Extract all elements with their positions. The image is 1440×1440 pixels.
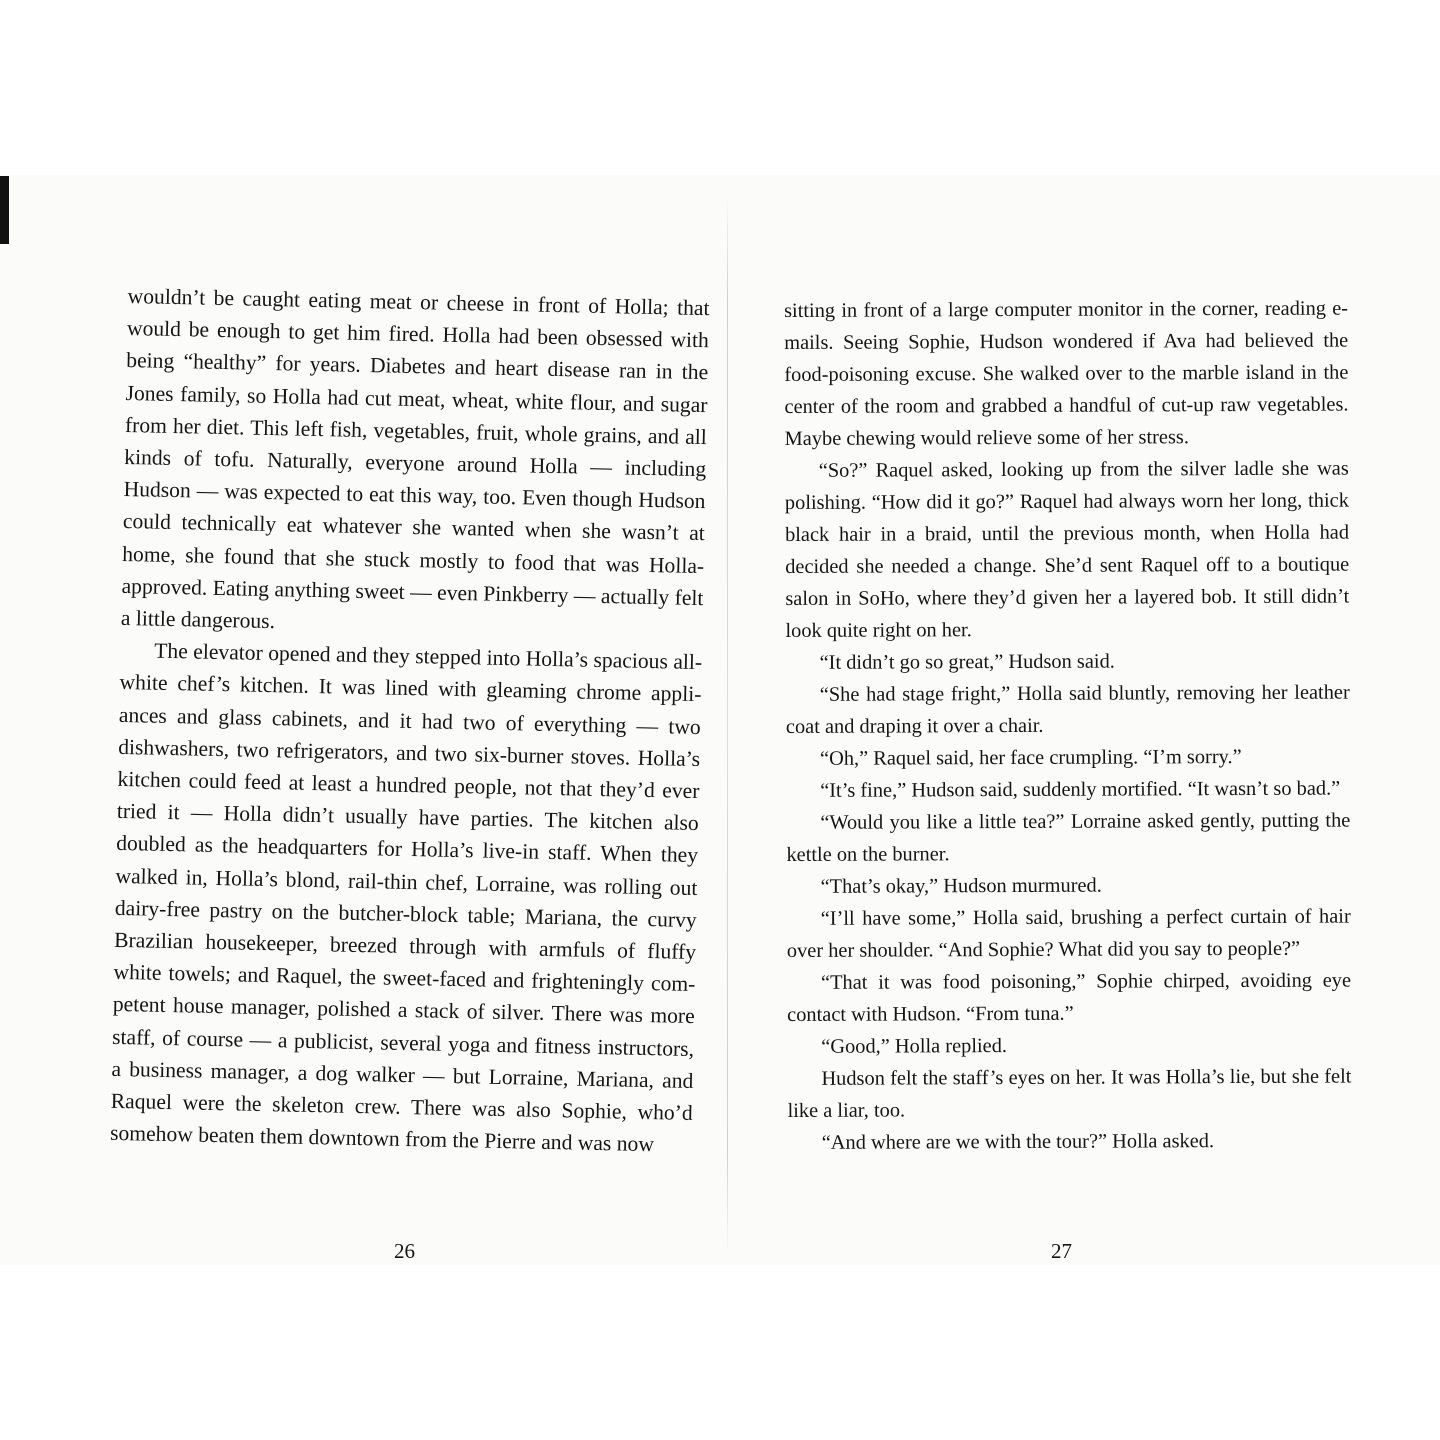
right-page	[784, 293, 1352, 1159]
page-number-left: 26	[394, 1239, 415, 1263]
right-paragraph-11: “Good,” Holla replied.	[821, 1035, 1008, 1058]
right-paragraph-2: “So?” Raquel asked, looking up from the silver ladle she was polishing. “How did it go?” Raquel had always worn her long, thick black hair in a braid, until the previous month, when Holla had decided she needed a change. She’d sent Raquel off to a boutique salon in SoHo, where they’d given her a layered bob. It still didn’t look quite right on her.	[784, 457, 1350, 642]
right-paragraph-5: “Oh,” Raquel said, her face crumpling. “I’m sorry.”	[819, 746, 1242, 770]
left-paragraph-2: The elevator opened and they stepped into Holla’s spacious all-white chef’s kitchen. It was lined with gleaming chrome appliances and glass cabinets, and it had two of everything — two dishwashers, two refrigerators, and two six-burner stoves. Holla’s kitchen could feed at least a hundred people, not that they’d ever tried it — Holla didn’t usually have parties. The kitchen also doubled as the headquarters for Holla’s live-in staff. When they walked in, Holla’s blond, rail-thin chef, Lorraine, was rolling out dairy-free pastry on the butcher-block table; Mariana, the curvy Brazilian housekeeper, breezed through with armfuls of fluffy white towels; and Raquel, the sweet-faced and frighteningly competent house manager, polished a stack of silver. There was more staff, of course — a publicist, several yoga and fitness instructors, a business manager, a dog walker — but Lorraine, Mariana, and Raquel were the skeleton crew. There was also Sophie, who’d somehow beaten them downtown from the Pierre and was now	[109, 638, 703, 1157]
right-paragraph-10: “That it was food poisoning,” Sophie chirped, avoiding eye contact with Hudson. “From tuna.”	[787, 969, 1352, 1026]
book-gutter	[727, 195, 728, 1255]
right-paragraph-12: Hudson felt the staff’s eyes on her. It was Holla’s lie, but she felt like a liar, too.	[787, 1065, 1352, 1122]
right-paragraph-3: “It didn’t go so great,” Hudson said.	[819, 650, 1115, 674]
right-paragraph-8: “That’s okay,” Hudson murmured.	[820, 874, 1102, 898]
page-number-right: 27	[1051, 1239, 1072, 1263]
right-paragraph-13: “And where are we with the tour?” Holla asked.	[821, 1130, 1215, 1154]
right-paragraph-7: “Would you like a little tea?” Lorraine asked gently, putting the kettle on the burner.	[786, 809, 1351, 866]
page-edge-shadow	[0, 176, 9, 244]
left-paragraph-1: wouldn’t be caught eating meat or cheese in front of Holla; that would be enough to get him fired. Holla had been obsessed with being “healthy” for years. Diabetes and heart disease ran in the Jones family, so Holla had cut meat, wheat, white flour, and sugar from her diet. This left fish, vegetables, fruit, whole grains, and all kinds of tofu. Naturally, everyone around Holla — including Hudson — was expected to eat this way, too. Even though Hudson could technically eat whatever she wanted when she wasn’t at home, she found that she stuck mostly to food that was Holla-approved. Eating anything sweet — even Pinkberry — actually felt a little dangerous.	[120, 283, 710, 634]
right-paragraph-4: “She had stage fright,” Holla said bluntly, removing her leather coat and draping it over a chair.	[785, 681, 1350, 738]
right-paragraph-6: “It’s fine,” Hudson said, suddenly mortified. “It wasn’t so bad.”	[820, 777, 1341, 802]
right-paragraph-9: “I’ll have some,” Holla said, brushing a perfect curtain of hair over her shoulder. “And Sophie? What did you say to people?”	[786, 905, 1351, 962]
left-page	[110, 280, 710, 1161]
right-paragraph-1: sitting in front of a large computer monitor in the corner, reading e-mails. Seeing Sophie, Hudson wondered if Ava had believed the food-poisoning excuse. She walked over to the marble island in the center of the room and grabbed a handful of cut-up raw vegetables. Maybe chewing would relieve some of her stress.	[784, 297, 1349, 450]
